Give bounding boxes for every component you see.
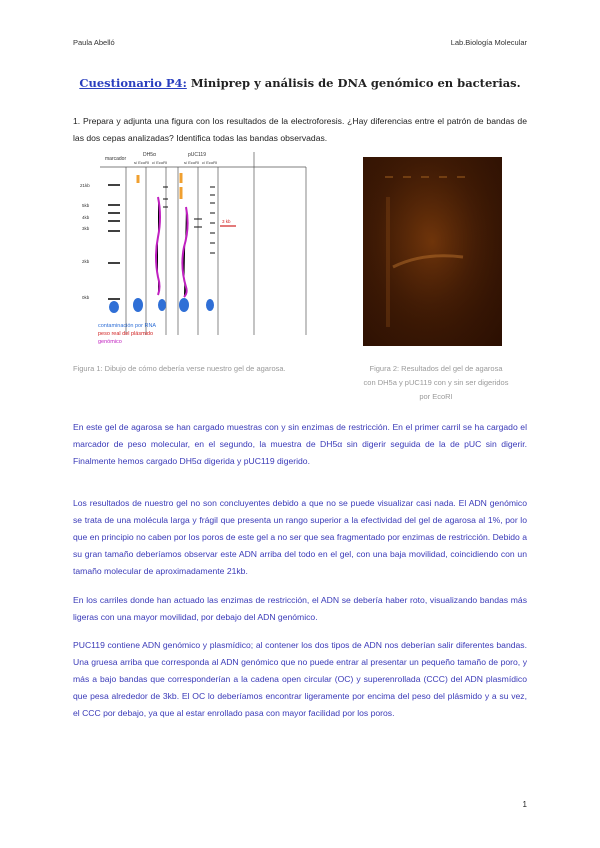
genomic-bands (138, 173, 181, 199)
answer-paragraph-4: PUC119 contiene ADN genómico y plasmídico; al contener los dos tipos de ADN nos deberían salir diferentes bandas. Una gruesa arriba que corresponda al ADN genómico que no puede entrar al presentar un pequeño tamaño de poro, y más a bajo bandas que corresponderían a la cadena open circular (OC) y superenrollada (CCC) del ADN plasmídico que pesa alrededor de 3kb. El OC lo deberíamos encontrar ligeramente por encima del peso del plásmido y a su vez, el CCC por debajo, ya que al estar enrollado pasa con mayor facilidad por los poros. (73, 640, 527, 718)
figure-1-caption: Figura 1: Dibujo de cómo debería verse nuestro gel de agarosa. (73, 364, 286, 373)
gel-drawing-svg (78, 147, 310, 347)
question-text: 1. Prepara y adjunta una figura con los resultados de la electroforesis. ¿Hay diferencias entre el patrón de bandas de las dos cepas analizadas? Identifica todas las bandas observadas. (73, 116, 527, 143)
figure-2-gel-photo (363, 157, 502, 346)
answer-paragraph-3: En los carriles donde han actuado las enzimas de restricción, el ADN se debería haber roto, visualizando bandas más ligeras con una mayor movilidad, por debajo del ADN genómico. (73, 595, 527, 622)
answer-paragraph-1: En este gel de agarosa se han cargado muestras con y sin enzimas de restricción. En el primer carril se ha cargado el marcador de peso molecular, en el segundo, la muestra de DH5α sin digerir seguida de la de pUC sin digerir. Finalmente hemos cargado DH5α digerida y pUC119 digerido. (73, 422, 527, 466)
header-author: Paula Abelló (73, 38, 115, 47)
sub-label-2: c/ EcoRI (152, 160, 168, 165)
legend-plasmid: peso real del plásmido (98, 331, 154, 337)
title-link[interactable]: Cuestionario P4: (79, 76, 187, 90)
sample-bands (163, 187, 215, 253)
plasmid-annotation: 3 kb (222, 219, 231, 224)
sub-label-3: s/ EcoRI (184, 160, 200, 165)
figure-2-caption-line-3: por EcoRI (419, 392, 453, 401)
lane-label-marker: marcador (105, 156, 127, 162)
figure-1-gel-drawing (78, 147, 310, 347)
answer-paragraph-2: Los resultados de nuestro gel no son concluyentes debido a que no se puede visualizar casi nada. El ADN genómico se trata de una molécula larga y frágil que presenta un rango superior a la efectividad del gel de agarosa al 1%, por lo que en principio no caben por los poros de este gel a no ser que sea fragmentado por enzimas de restricción. Debido a su gran tamaño deberíamos observar este ADN arriba del todo en el gel, con una baja movilidad, coincidiendo con un tamaño molecular de aproximadamente 21kb. (73, 498, 527, 576)
size-label-2kb: 2kb (82, 259, 90, 264)
figure-2-caption-line-2: con DH5a y pUC119 con y sin ser digeridos (363, 378, 509, 387)
size-label-21kb: 21kb (80, 183, 90, 188)
digested-smears (156, 197, 188, 297)
size-label-5kb: 5kb (82, 203, 90, 208)
lane-label-dh5a: DH5α (143, 152, 156, 158)
title-rest: Miniprep y análisis de DNA genómico en bacterias. (186, 76, 521, 90)
size-label-0kb: 0kb (82, 295, 90, 300)
figure-2-caption-line-1: Figura 2: Resultados del gel de agarosa (369, 364, 503, 373)
lane-dividers (100, 152, 306, 335)
gel-photo-svg (363, 157, 502, 346)
size-label-4kb: 4kb (82, 215, 90, 220)
figure-2-caption (346, 362, 526, 404)
legend-genomic: genómico (98, 339, 122, 345)
marker-bands (108, 185, 120, 299)
sub-label-4: c/ EcoRI (202, 160, 218, 165)
size-label-3kb: 3kb (82, 226, 90, 231)
lane-label-puc119: pUC119 (188, 152, 206, 158)
page-number: 1 (522, 800, 527, 809)
sub-label-1: s/ EcoRI (134, 160, 150, 165)
legend-rna: contaminación por RNA (98, 323, 157, 329)
header-course: Lab.Biología Molecular (450, 38, 527, 47)
page-title (0, 76, 600, 90)
